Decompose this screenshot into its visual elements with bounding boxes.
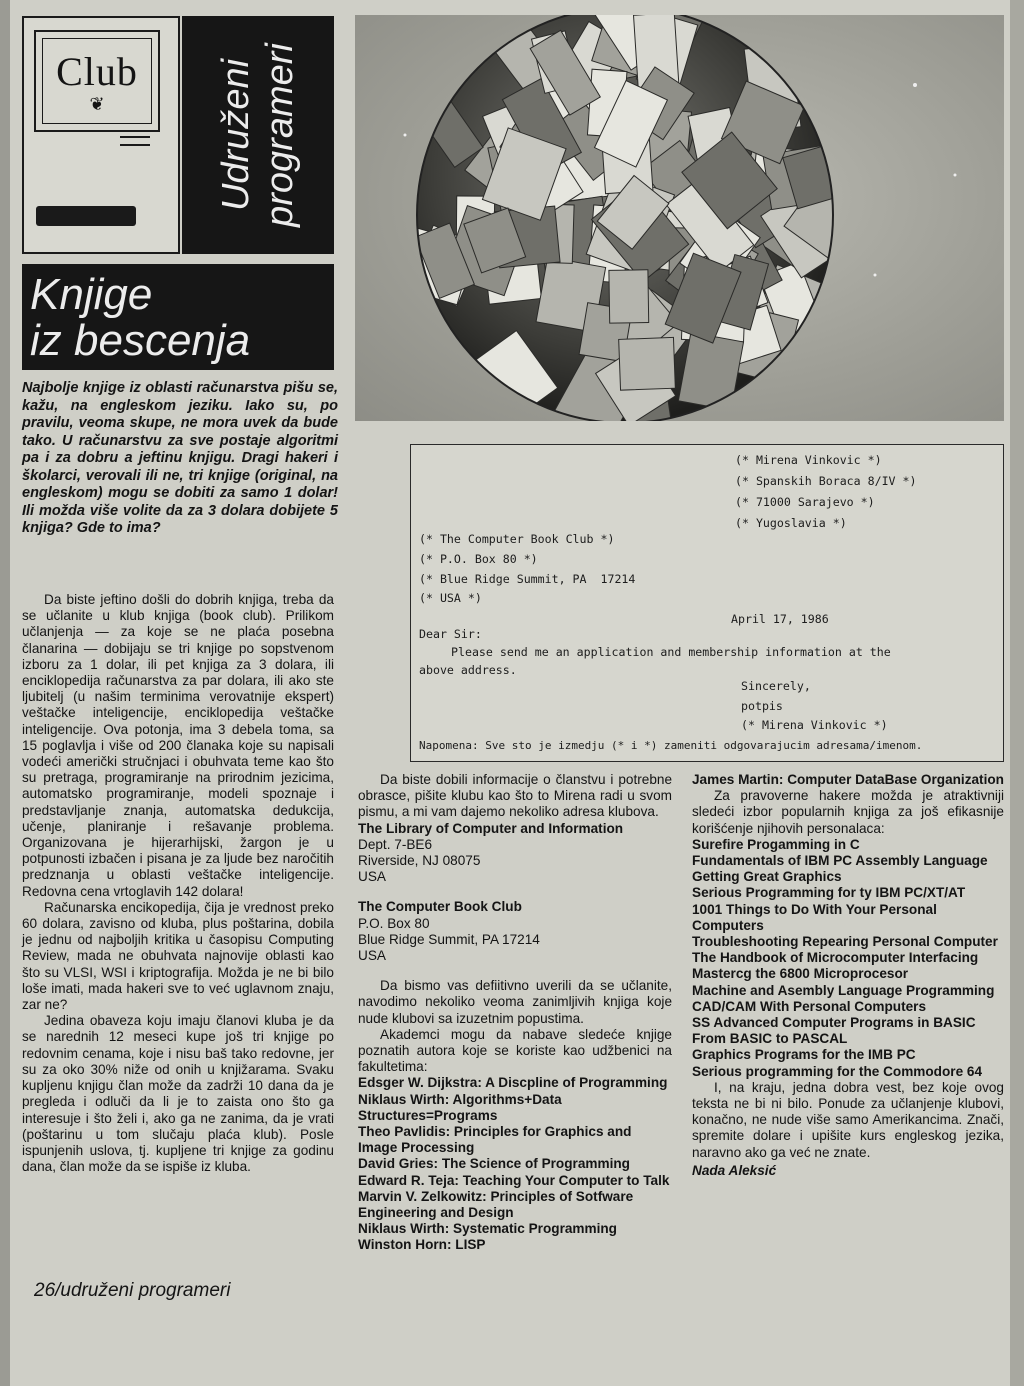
paragraph: Da biste jeftino došli do dobrih knjiga, treba da se učlanite u klub knjiga (book club). Prilikom učlanjenja — za koje se ne plaća posebna članarina — dobijaju se tri knjige po sopstvenom izboru za 1 dolar, ili pet knjiga za 3 dolara, ili enciklopedija računarstva za par dolara, ili ako ste ljubitelj (u našim terminima verovatnije ekspert) veštačke inteligencije, enciklopedija veštačke inteligencije. Ova potonja, ima 3 debela toma, sa 15 poglavlja i više od 200 članaka koje su napisali vodeći američki stručnjaci i obuhvata teme kao što su pretraga, programiranje na prirodnim jezicima, automatsko programiranje, modeli spoznaje i predstavljanje znanja, automatska dedukcija, učenje, planiranje i rešavanje problema. Organizovana je hijerarhijski, žargon je u potpunosti izbačen i pisana je za ljude bez naročitih predznanja u oblasti veštačke inteligencije. Redovna cena vrtoglavih 142 dolara! <box>22 592 334 899</box>
signature: potpis <box>741 699 783 713</box>
disk-slot-icon <box>120 136 150 146</box>
lead-paragraph: Najbolje knjige iz oblasti računarstva pišu se, kažu, na engleskom jeziku. Iako su, po pravilu, veoma skupe, ne mora uvek da bude tako. U računarstvu za sve postaje algoritmi pa i za dobru a jeftinu knjigu. Dragi hakeri i školarci, verovali ili ne, tri knjige (original, na engleskom) mogu se dobiti za samo 1 dolar! Ili možda više volite da za 3 dolara dobijete 5 knjiga? Gde to ima? <box>22 380 338 536</box>
recipient-city: (* Blue Ridge Summit, PA 17214 <box>419 572 636 586</box>
sender-country: (* Yugoslavia *) <box>735 516 847 530</box>
club-logo <box>34 30 160 132</box>
section-name-line1: Udruženi <box>215 58 257 212</box>
book-title: The Handbook of Microcomputer Interfacing <box>692 950 979 966</box>
paragraph: Računarska encikopedija, čija je vrednost preko 60 dolara, zavisno od kluba, plus poštarina, dobila je jednu od najboljih kritika u časopisu Computing Review, mada ne obuhvata najnovije oblasti kao što su VLSI, WSI i kriptografija. Možda je ne bi bilo loše imati, mada hakeri sve to već uglavnom znaju, zar ne? <box>22 899 334 1013</box>
paragraph: Za pravoverne hakere možda je atraktivniji sledeći izbor popularnih knjiga za još efikasnije korišćenje njihovih personalaca: <box>692 788 1004 836</box>
recipient-box: (* P.O. Box 80 *) <box>419 552 538 566</box>
article-title <box>22 264 334 370</box>
club-computer-illustration <box>22 16 180 254</box>
book-title: David Gries: The Science of Programming <box>358 1156 630 1172</box>
letter-date: April 17, 1986 <box>731 612 829 626</box>
address-line: USA <box>358 869 386 885</box>
recipient-country: (* USA *) <box>419 591 482 605</box>
book-title: Theo Pavlidis: Principles for Graphics and Image Processing <box>358 1124 632 1156</box>
address-1 <box>358 821 672 886</box>
recipient-name: (* The Computer Book Club *) <box>419 532 615 546</box>
letter-note: Napomena: Sve sto je izmedju (* i *) zameniti odgovarajucim adresama/imenom. <box>419 739 923 752</box>
book-title: Edsger W. Dijkstra: A Discpline of Programming <box>358 1075 668 1091</box>
closing: Sincerely, <box>741 679 811 693</box>
book-title: Graphics Programs for the IMB PC <box>692 1047 916 1063</box>
section-banner <box>182 16 334 254</box>
article-title-line2: iz bescenja <box>30 316 251 365</box>
salutation: Dear Sir: <box>419 627 482 641</box>
section-name-line2: programeri <box>259 43 301 227</box>
book-list <box>358 1075 672 1253</box>
book-title: Marvin V. Zelkowitz: Principles of Sotfware Engineering and Design <box>358 1188 634 1221</box>
book-title: Mastercg the 6800 Microprocesor <box>692 966 909 982</box>
book-title: Niklaus Wirth: Systematic Programming <box>358 1221 617 1237</box>
book-title: Serious programming for the Commodore 64 <box>692 1063 983 1079</box>
book-title: Surefire Progamming in C <box>692 836 860 852</box>
address-2 <box>358 899 672 964</box>
book-title: Machine and Asembly Language Programming <box>692 982 995 998</box>
letter-body-line2: above address. <box>419 663 517 677</box>
address-line: Dept. 7-BE6 <box>358 836 433 852</box>
book-title: Fundamentals of IBM PC Assembly Language <box>692 853 988 869</box>
text-column-2 <box>358 772 672 1254</box>
book-title: Winston Horn: LISP <box>358 1237 486 1253</box>
paragraph: I, na kraju, jedna dobra vest, bez koje ovog teksta ne bi ni bilo. Ponude za učlanjenje klubovi, konačno, ne nude više samo Amerikancima. Znači, spremite dolare i upišite kurs engleskog jezika, naravno ako ga već ne znate. <box>692 1079 1004 1160</box>
sender-city: (* 71000 Sarajevo *) <box>735 495 875 509</box>
paragraph: Da biste dobili informacije o članstvu i potrebne obrasce, pišite klubu kao što to Mirena radi u svom pismu, a mi vam dajemo nekoliko adresa klubova. <box>358 772 672 820</box>
paragraph: Jedina obaveza koju imaju članovi kluba je da se narednih 12 meseci kupe još tri knjige po redovnim cenama, koje i nisu baš tako redovne, jer su za oko 30% niže od onih u knjižarama. Svaku kupljenu knjigu član može da zadrži 10 dana da je pregleda i odluči da li je to zaista ono što ga interesuje i što želi i, ako ga ne zanima, da je vrati (poštarinu u tom slučaju plaća klub). Posle ispunjenih uslova, tj. kupljene tri knjige za godinu dana, član može da se ispiše iz kluba. <box>22 1013 334 1175</box>
book-title: Edward R. Teja: Teaching Your Computer to Talk <box>358 1172 670 1188</box>
book-title: Getting Great Graphics <box>692 869 842 885</box>
signer-name: (* Mirena Vinkovic *) <box>741 718 888 732</box>
book-title: 1001 Things to Do With Your Personal Computers <box>692 901 937 933</box>
address-line: USA <box>358 948 386 964</box>
sender-street: (* Spanskih Boraca 8/IV *) <box>735 474 917 488</box>
address-line: Riverside, NJ 08075 <box>358 853 481 869</box>
book-list <box>692 837 1004 1080</box>
author-name: Nada Aleksić <box>692 1162 777 1178</box>
page-edge-right <box>1010 0 1024 1386</box>
address-line: Blue Ridge Summit, PA 17214 <box>358 931 540 947</box>
book-title: Serious Programming for ty IBM PC/XT/AT <box>692 885 966 901</box>
club-logo-text: Club <box>56 49 138 94</box>
page-edge-left <box>0 0 10 1386</box>
book-cover <box>609 270 649 323</box>
paragraph: Akademci mogu da nabave sledeće knjige poznatih autora koje se koriste kao udžbenici na fakultetima: <box>358 1026 672 1075</box>
club-name: The Library of Computer and Information <box>358 820 624 836</box>
book-cover <box>619 337 676 390</box>
club-name: The Computer Book Club <box>358 899 522 915</box>
ornament-icon: ❦ <box>89 94 105 115</box>
address-line: P.O. Box 80 <box>358 915 430 931</box>
text-column-1 <box>22 592 334 1175</box>
book-title: From BASIC to PASCAL <box>692 1031 848 1047</box>
book-sphere-photo <box>355 15 1004 421</box>
paragraph: Da bismo vas defiitivno uverili da se učlanite, navodimo nekoliko veoma zanimljivih knjiga koje nude klubovi sa izuzetnim popustima. <box>358 978 672 1026</box>
book-title: SS Advanced Computer Programs in BASIC <box>692 1015 976 1031</box>
book-title: Niklaus Wirth: Algorithms+Data Structures=Programs <box>358 1091 562 1123</box>
article-title-line1: Knjige <box>30 270 153 319</box>
sample-letter <box>410 444 1004 762</box>
book-title: CAD/CAM With Personal Computers <box>692 998 927 1014</box>
letter-body-line1: Please send me an application and membership information at the <box>451 645 891 659</box>
keyboard-icon <box>36 206 136 226</box>
page-footer: 26/udruženi programeri <box>34 1280 231 1301</box>
book-title: James Martin: Computer DataBase Organization <box>692 772 1004 787</box>
book-title: Troubleshooting Repearing Personal Computer <box>692 934 998 950</box>
sender-name: (* Mirena Vinkovic *) <box>735 453 882 467</box>
text-column-3 <box>692 772 1004 1179</box>
